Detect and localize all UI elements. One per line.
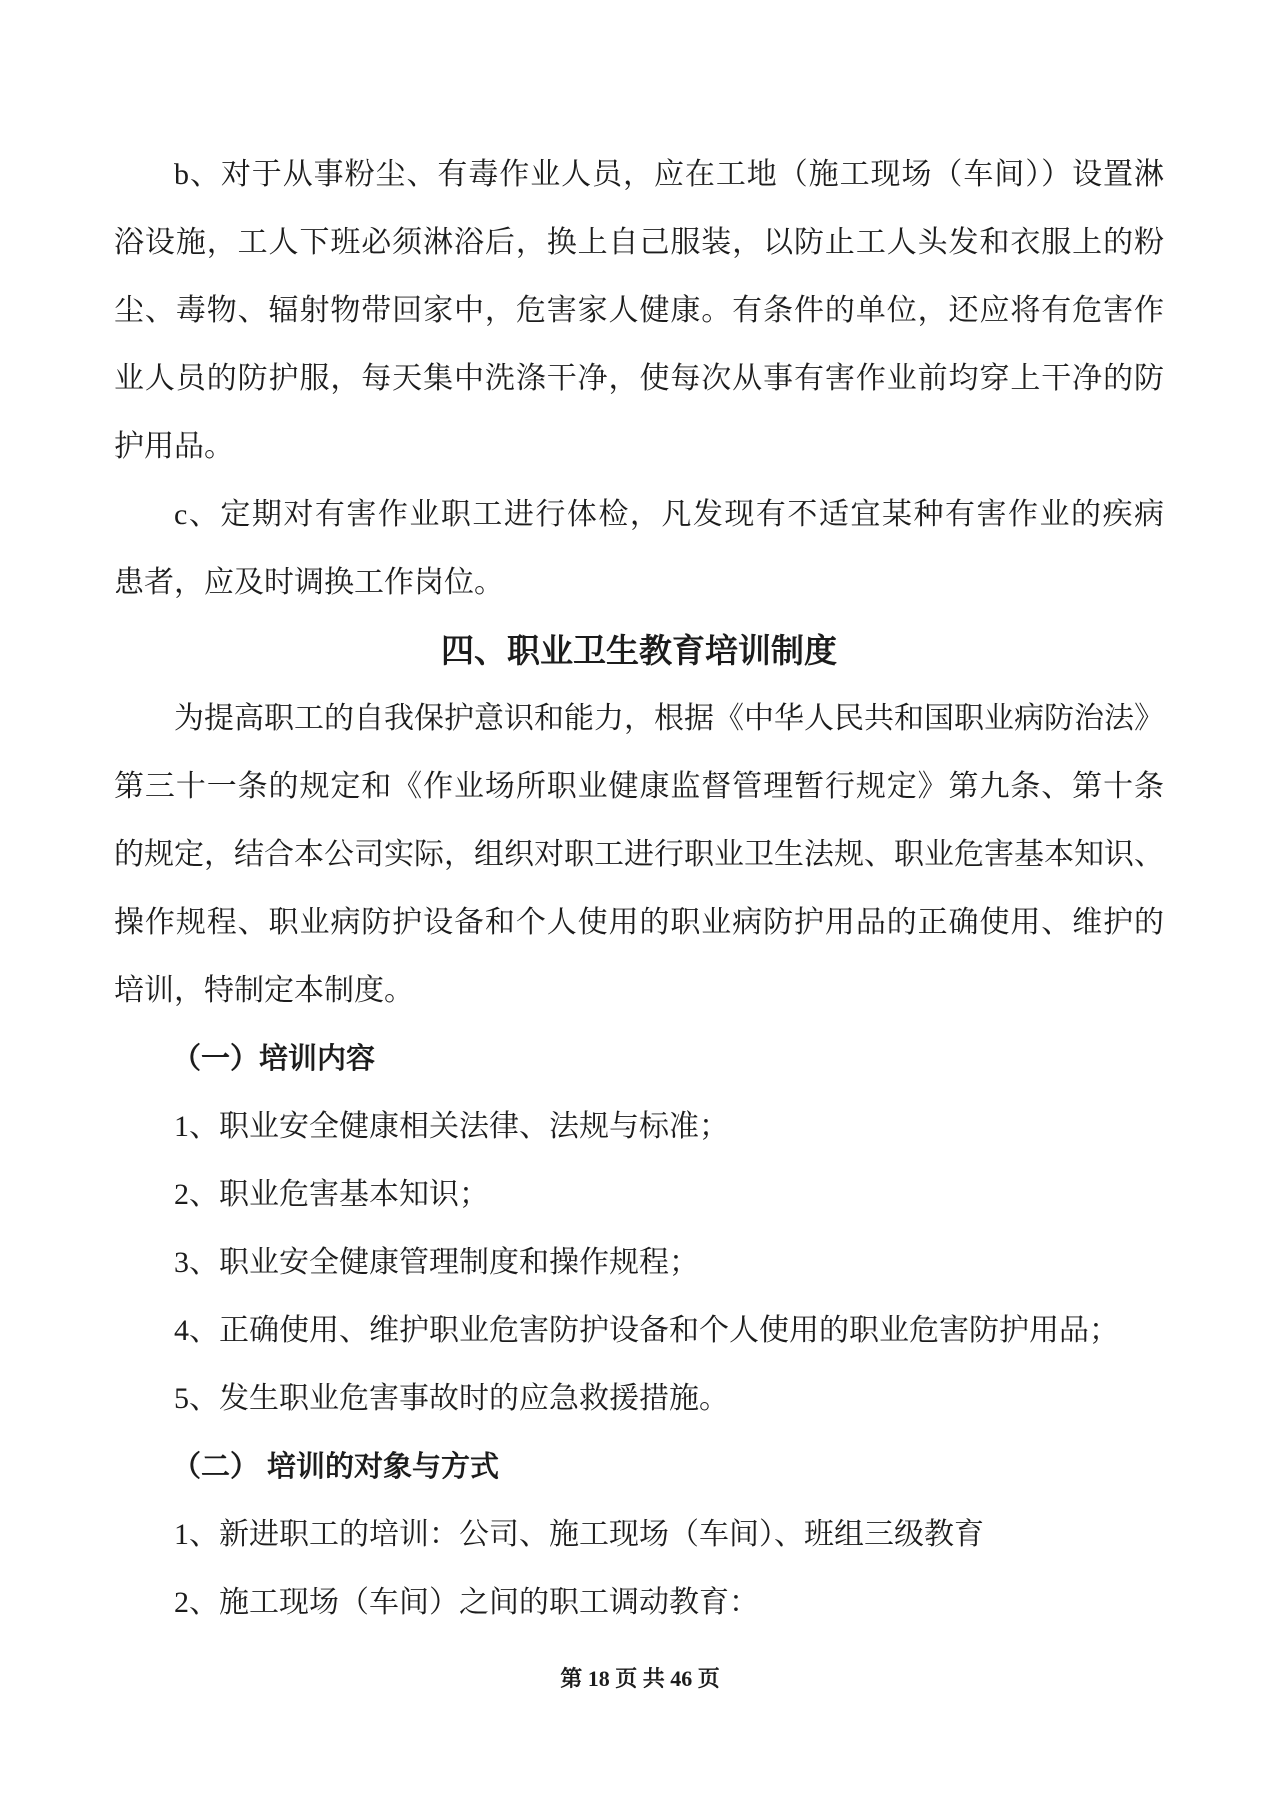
paragraph-b-line: 尘、毒物、辐射物带回家中，危害家人健康。有条件的单位，还应将有危害作 [114,294,1164,327]
list-item: 2、施工现场（车间）之间的职工调动教育： [174,1586,759,1619]
intro-line: 为提高职工的自我保护意识和能力，根据《中华人民共和国职业病防治法》 [174,702,1164,735]
subsection-heading-training-content: （一）培训内容 [172,1043,376,1075]
paragraph-b-line: 护用品。 [114,430,234,463]
list-item: 2、职业危害基本知识； [174,1178,489,1211]
paragraph-c-line: c、定期对有害作业职工进行体检，凡发现有不适宜某种有害作业的疾病 [174,498,1164,531]
document-body [114,141,1164,1637]
paragraph-b-line: 业人员的防护服，每天集中洗涤干净，使每次从事有害作业前均穿上干净的防 [114,362,1164,395]
intro-line: 第三十一条的规定和《作业场所职业健康监督管理暂行规定》第九条、第十条 [114,770,1164,803]
intro-line: 培训，特制定本制度。 [114,974,414,1007]
list-item: 4、正确使用、维护职业危害防护设备和个人使用的职业危害防护用品； [174,1314,1119,1347]
list-item: 5、发生职业危害事故时的应急救援措施。 [174,1382,729,1415]
list-item: 3、职业安全健康管理制度和操作规程； [174,1246,699,1279]
subsection-heading-training-target: （二） 培训的对象与方式 [172,1451,500,1483]
page-footer: 第 18 页 共 46 页 [560,1666,720,1691]
paragraph-c-line: 患者，应及时调换工作岗位。 [114,566,504,599]
intro-line: 操作规程、职业病防护设备和个人使用的职业病防护用品的正确使用、维护的 [114,906,1164,939]
paragraph-b-line: 浴设施，工人下班必须淋浴后，换上自己服装，以防止工人头发和衣服上的粉 [114,226,1164,259]
list-item: 1、职业安全健康相关法律、法规与标准； [174,1110,729,1143]
section-heading: 四、职业卫生教育培训制度 [441,632,837,669]
paragraph-b-line: b、对于从事粉尘、有毒作业人员，应在工地（施工现场（车间））设置淋 [174,158,1164,191]
intro-line: 的规定，结合本公司实际，组织对职工进行职业卫生法规、职业危害基本知识、 [114,838,1164,871]
list-item: 1、新进职工的培训：公司、施工现场（车间）、班组三级教育 [174,1518,984,1551]
